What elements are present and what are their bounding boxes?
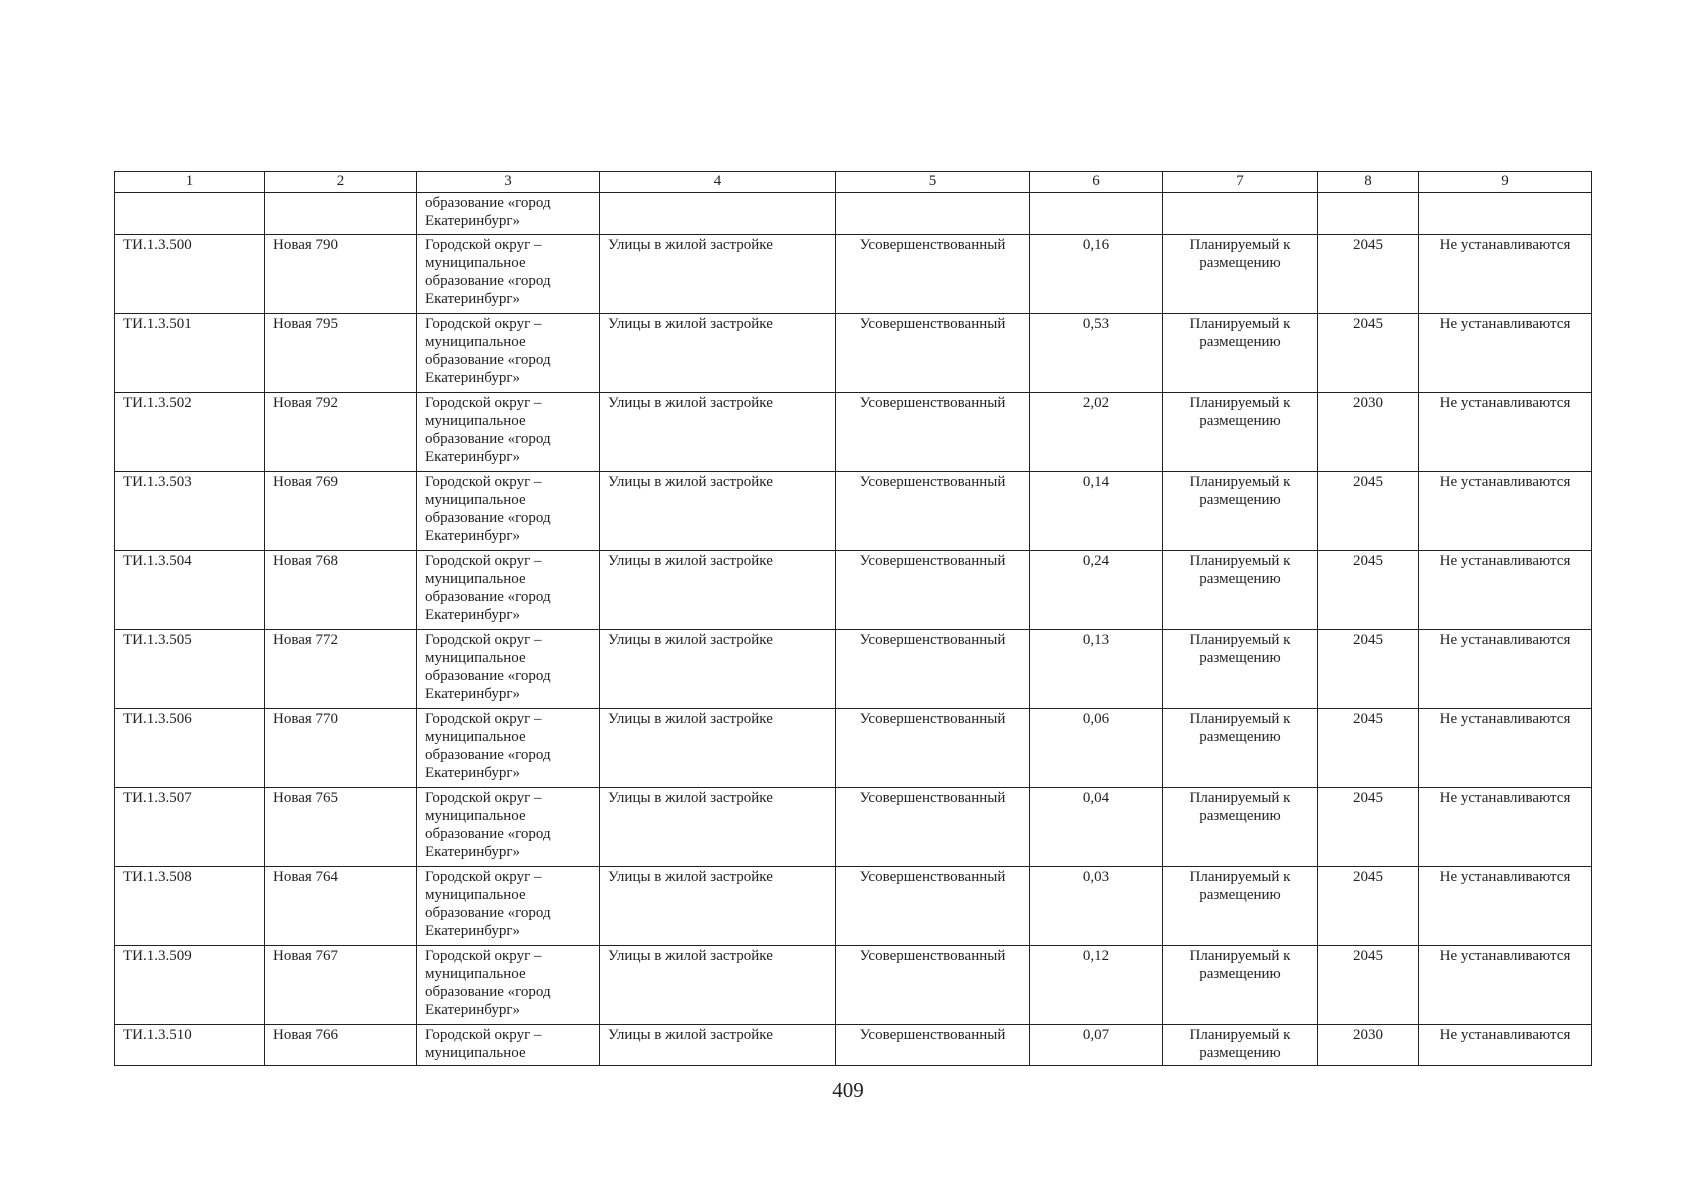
table-cell-surface: Усовершенствованный [836,709,1030,788]
table-cell-municipality: Городской округ – муниципальное образование «город Екатеринбург» [417,709,600,788]
table-cell-name: Новая 792 [265,393,417,472]
table-cell-municipality: Городской округ – муниципальное образование «город Екатеринбург» [417,393,600,472]
table-cell-zone: Не устанавливаются [1419,867,1592,946]
table-cell [1030,193,1163,235]
header-cell: 3 [417,172,600,193]
table-cell-status: Планируемый к размещению [1163,235,1318,314]
table-cell-name: Новая 767 [265,946,417,1025]
table-cell-name: Новая 770 [265,709,417,788]
table-cell-surface: Усовершенствованный [836,235,1030,314]
table-cell-year: 2045 [1318,472,1419,551]
table-cell-status: Планируемый к размещению [1163,867,1318,946]
table-row [115,788,1592,867]
table-cell-surface: Усовершенствованный [836,393,1030,472]
table-cell-name: Новая 790 [265,235,417,314]
table-cell-id: ТИ.1.3.505 [115,630,265,709]
table-cell-status: Планируемый к размещению [1163,946,1318,1025]
table-cell-zone: Не устанавливаются [1419,393,1592,472]
table-row [115,235,1592,314]
table-cell-status: Планируемый к размещению [1163,1025,1318,1066]
table-cell [1163,193,1318,235]
table-cell-status: Планируемый к размещению [1163,472,1318,551]
table-cell-year: 2045 [1318,709,1419,788]
table-cell-name: Новая 765 [265,788,417,867]
table-cell-purpose: Улицы в жилой застройке [600,867,836,946]
table-cell [1318,193,1419,235]
header-cell: 4 [600,172,836,193]
table-cell-municipality: Городской округ – муниципальное образование «город Екатеринбург» [417,946,600,1025]
table-cell-zone: Не устанавливаются [1419,551,1592,630]
table-cell-purpose: Улицы в жилой застройке [600,946,836,1025]
table-cell-surface: Усовершенствованный [836,788,1030,867]
table-cell-year: 2045 [1318,235,1419,314]
header-cell: 1 [115,172,265,193]
table-cell-id: ТИ.1.3.509 [115,946,265,1025]
table-cell-municipality: Городской округ – муниципальное образование «город Екатеринбург» [417,630,600,709]
table-cell [115,193,265,235]
table-cell-municipality: Городской округ – муниципальное [417,1025,600,1066]
header-row [115,172,1592,193]
object-table [114,171,1592,1066]
table-cell-zone: Не устанавливаются [1419,709,1592,788]
table-cell-status: Планируемый к размещению [1163,314,1318,393]
table-cell-id: ТИ.1.3.510 [115,1025,265,1066]
table-row [115,946,1592,1025]
table-cell-municipality: Городской округ – муниципальное образование «город Екатеринбург» [417,788,600,867]
table-cell-name: Новая 768 [265,551,417,630]
table-cell-length: 2,02 [1030,393,1163,472]
table-cell-surface: Усовершенствованный [836,867,1030,946]
continuation-row-bottom [115,1025,1592,1066]
table-cell-zone: Не устанавливаются [1419,235,1592,314]
table-cell-length: 0,03 [1030,867,1163,946]
table-cell-zone: Не устанавливаются [1419,630,1592,709]
table-cell-length: 0,53 [1030,314,1163,393]
table-cell-year: 2045 [1318,314,1419,393]
table-cell-length: 0,13 [1030,630,1163,709]
table-cell-purpose: Улицы в жилой застройке [600,314,836,393]
header-cell: 8 [1318,172,1419,193]
table-cell-name: Новая 764 [265,867,417,946]
table-cell-year: 2045 [1318,946,1419,1025]
table-cell-id: ТИ.1.3.508 [115,867,265,946]
table-cell: образование «город Екатеринбург» [417,193,600,235]
table-cell-status: Планируемый к размещению [1163,630,1318,709]
table-cell-surface: Усовершенствованный [836,472,1030,551]
table-cell-name: Новая 766 [265,1025,417,1066]
table-cell-year: 2045 [1318,630,1419,709]
table-cell-length: 0,12 [1030,946,1163,1025]
table-row [115,314,1592,393]
table-cell-purpose: Улицы в жилой застройке [600,1025,836,1066]
table-cell-purpose: Улицы в жилой застройке [600,235,836,314]
header-cell: 2 [265,172,417,193]
table-cell-length: 0,14 [1030,472,1163,551]
header-cell: 7 [1163,172,1318,193]
table-cell-length: 0,06 [1030,709,1163,788]
table-cell-id: ТИ.1.3.500 [115,235,265,314]
table-cell-purpose: Улицы в жилой застройке [600,709,836,788]
table-cell-length: 0,16 [1030,235,1163,314]
table-cell-name: Новая 769 [265,472,417,551]
table-cell [836,193,1030,235]
document-table-container [114,171,1591,1066]
table-row [115,630,1592,709]
table-cell-purpose: Улицы в жилой застройке [600,393,836,472]
table-cell [265,193,417,235]
table-cell-municipality: Городской округ – муниципальное образование «город Екатеринбург» [417,314,600,393]
table-cell-year: 2045 [1318,551,1419,630]
table-cell-surface: Усовершенствованный [836,1025,1030,1066]
table-cell-id: ТИ.1.3.502 [115,393,265,472]
table-cell-name: Новая 772 [265,630,417,709]
table-cell-municipality: Городской округ – муниципальное образование «город Екатеринбург» [417,235,600,314]
table-cell-purpose: Улицы в жилой застройке [600,472,836,551]
table-cell [600,193,836,235]
table-cell-name: Новая 795 [265,314,417,393]
table-cell-municipality: Городской округ – муниципальное образование «город Екатеринбург» [417,472,600,551]
table-cell-municipality: Городской округ – муниципальное образование «город Екатеринбург» [417,867,600,946]
table-cell-year: 2030 [1318,393,1419,472]
table-cell-zone: Не устанавливаются [1419,788,1592,867]
table-cell-id: ТИ.1.3.507 [115,788,265,867]
table-cell-purpose: Улицы в жилой застройке [600,788,836,867]
table-cell-zone: Не устанавливаются [1419,314,1592,393]
table-cell-year: 2045 [1318,788,1419,867]
table-cell-surface: Усовершенствованный [836,314,1030,393]
table-row [115,867,1592,946]
table-row [115,551,1592,630]
table-cell-length: 0,07 [1030,1025,1163,1066]
table-cell-id: ТИ.1.3.503 [115,472,265,551]
table-cell-purpose: Улицы в жилой застройке [600,551,836,630]
table-cell-zone: Не устанавливаются [1419,1025,1592,1066]
table-cell-surface: Усовершенствованный [836,630,1030,709]
table-cell [1419,193,1592,235]
table-cell-surface: Усовершенствованный [836,551,1030,630]
page-number: 409 [832,1078,864,1102]
table-row [115,472,1592,551]
table-row [115,393,1592,472]
table-row [115,709,1592,788]
table-cell-status: Планируемый к размещению [1163,788,1318,867]
continuation-row-top [115,193,1592,235]
table-cell-id: ТИ.1.3.501 [115,314,265,393]
header-cell: 5 [836,172,1030,193]
table-cell-surface: Усовершенствованный [836,946,1030,1025]
table-cell-purpose: Улицы в жилой застройке [600,630,836,709]
table-cell-status: Планируемый к размещению [1163,393,1318,472]
table-cell-year: 2045 [1318,867,1419,946]
table-cell-id: ТИ.1.3.506 [115,709,265,788]
table-cell-id: ТИ.1.3.504 [115,551,265,630]
table-cell-zone: Не устанавливаются [1419,472,1592,551]
table-cell-status: Планируемый к размещению [1163,709,1318,788]
table-cell-length: 0,04 [1030,788,1163,867]
table-cell-status: Планируемый к размещению [1163,551,1318,630]
table-cell-municipality: Городской округ – муниципальное образование «город Екатеринбург» [417,551,600,630]
table-cell-year: 2030 [1318,1025,1419,1066]
header-cell: 6 [1030,172,1163,193]
header-cell: 9 [1419,172,1592,193]
table-cell-zone: Не устанавливаются [1419,946,1592,1025]
table-cell-length: 0,24 [1030,551,1163,630]
